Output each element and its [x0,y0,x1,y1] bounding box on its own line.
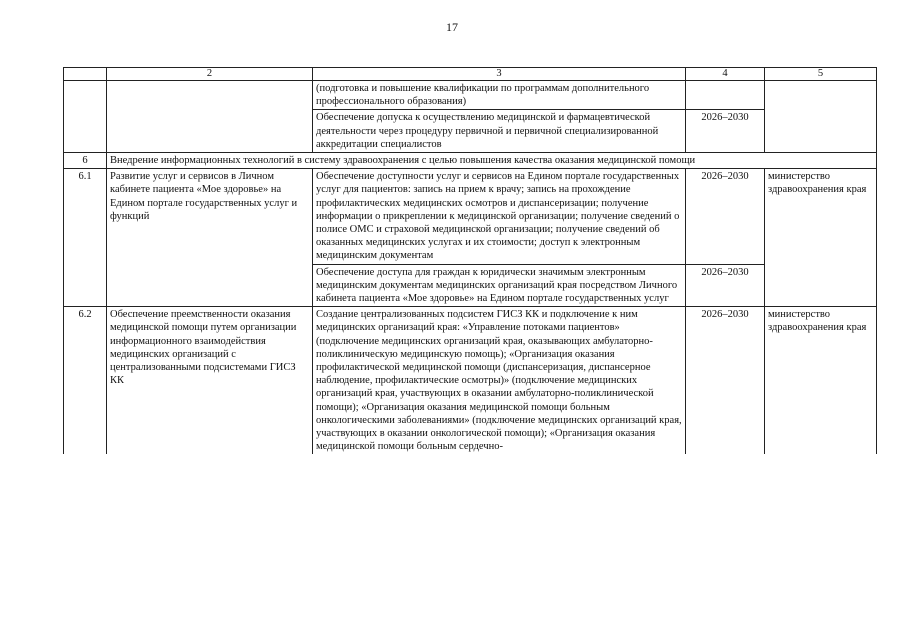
header-col5: 5 [765,68,877,81]
header-col1 [64,68,107,81]
cell-period: 2026–2030 [686,169,765,264]
page-number: 17 [446,20,458,34]
cell-period: 2026–2030 [686,264,765,307]
measures-table [63,67,877,454]
table-row [64,169,877,264]
section-number: 6 [64,153,107,169]
cell-activity: Обеспечение доступа для граждан к юридически значимым электронным медицинским документам медицинских организаций края посредством Личного кабинета пациента «Мое здоровье» на Едином портале государственных услуг [313,264,686,307]
header-col3: 3 [313,68,686,81]
cell-measure-name: Обеспечение преемственности оказания медицинской помощи путем организации информационного взаимодействия медицинских организаций с централизованными подсистемами ГИСЗ КК [107,307,313,455]
cell-activity: Обеспечение доступности услуг и сервисов на Едином портале государственных услуг для пациентов: запись на прием к врачу; запись на прохождение профилактических медицинских осмотров и диспансеризации; получение информации о прикреплении к медицинской организации; получение сведений о полисе ОМС и страховой медицинской организации; получение сведений об оказанных медицинских услугах и их стоимости; доступ к электронным медицинским документам [313,169,686,264]
cell-activity: (подготовка и повышение квалификации по программам дополнительного профессионального образования) [313,81,686,110]
cell-measure-name: Развитие услуг и сервисов в Личном кабинете пациента «Мое здоровье» на Едином портале государственных услуг и функций [107,169,313,307]
cell-activity: Обеспечение допуска к осуществлению медицинской и фармацевтической деятельности через процедуру первичной и первичной специализированной аккредитации специалистов [313,110,686,153]
table-row [64,81,877,110]
cell-empty [765,81,877,153]
cell-activity: Создание централизованных подсистем ГИСЗ КК и подключение к ним медицинских организаций края: «Управление потоками пациентов» (подключение медицинских организаций края, оказывающих амбулаторно-поликлиническую медицинскую помощь); «Организация оказания профилактической медицинской помощи (диспансеризация, диспансерное наблюдение, профилактические осмотры)» (подключение медицинских организаций края, участвующих в оказании амбулаторно-поликлинической помощи); «Организация оказания медицинской помощи больным онкологическими заболеваниями» (подключение медицинских организаций края, участвующих в оказании онкологической помощи); «Организация оказания медицинской помощи больным сердечно- [313,307,686,455]
row-number: 6.2 [64,307,107,455]
cell-empty [107,81,313,153]
cell-period: 2026–2030 [686,307,765,455]
cell-period: 2026–2030 [686,110,765,153]
row-number: 6.1 [64,169,107,307]
section-row [64,153,877,169]
cell-responsible: министерство здравоохранения края [765,307,877,455]
cell-empty [64,81,107,153]
table-header-row [64,68,877,81]
section-title: Внедрение информационных технологий в систему здравоохранения с целью повышения качества оказания медицинской помощи [107,153,877,169]
header-col4: 4 [686,68,765,81]
cell-period [686,81,765,110]
header-col2: 2 [107,68,313,81]
table-row [64,307,877,455]
cell-responsible: министерство здравоохранения края [765,169,877,307]
